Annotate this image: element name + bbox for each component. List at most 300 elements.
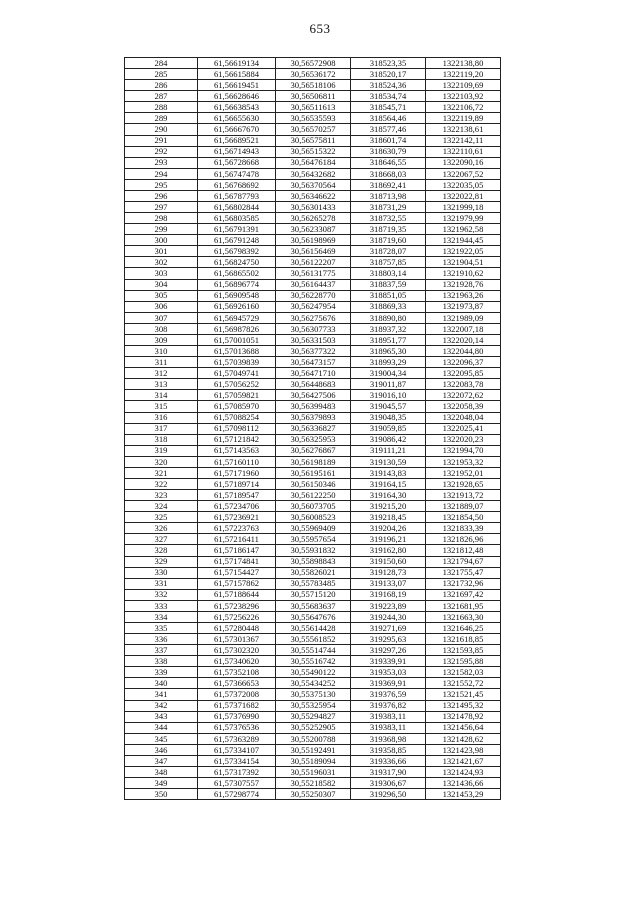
longitude-cell: 30,56198969 [276, 235, 351, 246]
y-coordinate-cell: 1322044,80 [426, 346, 501, 357]
latitude-cell: 61,57174841 [198, 556, 276, 567]
latitude-cell: 61,57298774 [198, 789, 276, 800]
table-row [125, 80, 501, 91]
longitude-cell: 30,56336827 [276, 423, 351, 434]
latitude-cell: 61,56714943 [198, 146, 276, 157]
longitude-cell: 30,55969409 [276, 523, 351, 534]
longitude-cell: 30,55375130 [276, 689, 351, 700]
point-number-cell: 285 [125, 69, 198, 80]
longitude-cell: 30,56233087 [276, 224, 351, 235]
table-row [125, 611, 501, 622]
coordinates-table [124, 57, 501, 800]
latitude-cell: 61,56619134 [198, 58, 276, 69]
x-coordinate-cell: 318993,29 [351, 357, 426, 368]
y-coordinate-cell: 1321962,58 [426, 224, 501, 235]
x-coordinate-cell: 319296,50 [351, 789, 426, 800]
point-number-cell: 320 [125, 456, 198, 467]
y-coordinate-cell: 1322072,62 [426, 390, 501, 401]
point-number-cell: 297 [125, 202, 198, 213]
point-number-cell: 303 [125, 268, 198, 279]
latitude-cell: 61,57001051 [198, 334, 276, 345]
y-coordinate-cell: 1321663,30 [426, 611, 501, 622]
longitude-cell: 30,56198189 [276, 456, 351, 467]
point-number-cell: 316 [125, 412, 198, 423]
longitude-cell: 30,55294827 [276, 711, 351, 722]
latitude-cell: 61,57013688 [198, 346, 276, 357]
point-number-cell: 348 [125, 767, 198, 778]
x-coordinate-cell: 318692,41 [351, 179, 426, 190]
table-row [125, 656, 501, 667]
point-number-cell: 292 [125, 146, 198, 157]
y-coordinate-cell: 1321595,88 [426, 656, 501, 667]
table-row [125, 478, 501, 489]
longitude-cell: 30,56511613 [276, 102, 351, 113]
y-coordinate-cell: 1322048,04 [426, 412, 501, 423]
table-row [125, 290, 501, 301]
y-coordinate-cell: 1321833,39 [426, 523, 501, 534]
table-row [125, 168, 501, 179]
table-row [125, 689, 501, 700]
x-coordinate-cell: 318890,80 [351, 312, 426, 323]
latitude-cell: 61,56655630 [198, 113, 276, 124]
longitude-cell: 30,56515322 [276, 146, 351, 157]
y-coordinate-cell: 1321826,96 [426, 534, 501, 545]
longitude-cell: 30,55683637 [276, 600, 351, 611]
y-coordinate-cell: 1322138,80 [426, 58, 501, 69]
point-number-cell: 318 [125, 434, 198, 445]
y-coordinate-cell: 1321794,67 [426, 556, 501, 567]
y-coordinate-cell: 1322035,05 [426, 179, 501, 190]
point-number-cell: 330 [125, 567, 198, 578]
longitude-cell: 30,56164437 [276, 279, 351, 290]
x-coordinate-cell: 318837,59 [351, 279, 426, 290]
y-coordinate-cell: 1322109,69 [426, 80, 501, 91]
longitude-cell: 30,55898843 [276, 556, 351, 567]
point-number-cell: 325 [125, 512, 198, 523]
point-number-cell: 349 [125, 778, 198, 789]
latitude-cell: 61,56619451 [198, 80, 276, 91]
table-row [125, 268, 501, 279]
x-coordinate-cell: 319244,30 [351, 611, 426, 622]
x-coordinate-cell: 318668,03 [351, 168, 426, 179]
point-number-cell: 338 [125, 656, 198, 667]
table-row [125, 622, 501, 633]
table-row [125, 523, 501, 534]
x-coordinate-cell: 319368,98 [351, 733, 426, 744]
x-coordinate-cell: 319086,42 [351, 434, 426, 445]
longitude-cell: 30,56448683 [276, 379, 351, 390]
y-coordinate-cell: 1322067,52 [426, 168, 501, 179]
table-row [125, 157, 501, 168]
point-number-cell: 284 [125, 58, 198, 69]
y-coordinate-cell: 1322020,23 [426, 434, 501, 445]
y-coordinate-cell: 1321423,98 [426, 744, 501, 755]
y-coordinate-cell: 1321953,32 [426, 456, 501, 467]
table-row [125, 589, 501, 600]
longitude-cell: 30,56572908 [276, 58, 351, 69]
table-row [125, 246, 501, 257]
table-row [125, 534, 501, 545]
longitude-cell: 30,56228770 [276, 290, 351, 301]
table-row [125, 412, 501, 423]
point-number-cell: 340 [125, 678, 198, 689]
latitude-cell: 61,57171960 [198, 467, 276, 478]
y-coordinate-cell: 1321812,48 [426, 545, 501, 556]
x-coordinate-cell: 319223,89 [351, 600, 426, 611]
table-row [125, 334, 501, 345]
y-coordinate-cell: 1322020,14 [426, 334, 501, 345]
latitude-cell: 61,57340620 [198, 656, 276, 667]
latitude-cell: 61,56615884 [198, 69, 276, 80]
point-number-cell: 344 [125, 722, 198, 733]
x-coordinate-cell: 319164,30 [351, 490, 426, 501]
y-coordinate-cell: 1321973,87 [426, 301, 501, 312]
longitude-cell: 30,55516742 [276, 656, 351, 667]
y-coordinate-cell: 1321428,62 [426, 733, 501, 744]
table-row [125, 567, 501, 578]
longitude-cell: 30,56473157 [276, 357, 351, 368]
longitude-cell: 30,56346622 [276, 190, 351, 201]
longitude-cell: 30,55783485 [276, 578, 351, 589]
longitude-cell: 30,56265278 [276, 213, 351, 224]
point-number-cell: 327 [125, 534, 198, 545]
longitude-cell: 30,55434252 [276, 678, 351, 689]
longitude-cell: 30,56247954 [276, 301, 351, 312]
table-row [125, 700, 501, 711]
longitude-cell: 30,56195161 [276, 467, 351, 478]
x-coordinate-cell: 319143,83 [351, 467, 426, 478]
point-number-cell: 304 [125, 279, 198, 290]
x-coordinate-cell: 318630,79 [351, 146, 426, 157]
y-coordinate-cell: 1322095,85 [426, 368, 501, 379]
y-coordinate-cell: 1322025,41 [426, 423, 501, 434]
latitude-cell: 61,57317392 [198, 767, 276, 778]
latitude-cell: 61,57302320 [198, 645, 276, 656]
table-row [125, 202, 501, 213]
x-coordinate-cell: 318577,46 [351, 124, 426, 135]
x-coordinate-cell: 319128,73 [351, 567, 426, 578]
y-coordinate-cell: 1321582,03 [426, 667, 501, 678]
y-coordinate-cell: 1321453,29 [426, 789, 501, 800]
point-number-cell: 343 [125, 711, 198, 722]
table-row [125, 379, 501, 390]
x-coordinate-cell: 319306,67 [351, 778, 426, 789]
y-coordinate-cell: 1322022,81 [426, 190, 501, 201]
point-number-cell: 298 [125, 213, 198, 224]
longitude-cell: 30,55826021 [276, 567, 351, 578]
longitude-cell: 30,56276867 [276, 445, 351, 456]
table-row [125, 146, 501, 157]
longitude-cell: 30,56506811 [276, 91, 351, 102]
table-row [125, 744, 501, 755]
table-row [125, 213, 501, 224]
table-row [125, 190, 501, 201]
point-number-cell: 328 [125, 545, 198, 556]
table-row [125, 778, 501, 789]
point-number-cell: 322 [125, 478, 198, 489]
table-row [125, 257, 501, 268]
point-number-cell: 288 [125, 102, 198, 113]
longitude-cell: 30,56536172 [276, 69, 351, 80]
point-number-cell: 310 [125, 346, 198, 357]
point-number-cell: 301 [125, 246, 198, 257]
x-coordinate-cell: 318937,32 [351, 323, 426, 334]
latitude-cell: 61,56689521 [198, 135, 276, 146]
y-coordinate-cell: 1321910,62 [426, 268, 501, 279]
point-number-cell: 314 [125, 390, 198, 401]
latitude-cell: 61,56791248 [198, 235, 276, 246]
x-coordinate-cell: 319164,15 [351, 478, 426, 489]
point-number-cell: 315 [125, 401, 198, 412]
longitude-cell: 30,56331503 [276, 334, 351, 345]
y-coordinate-cell: 1322083,78 [426, 379, 501, 390]
longitude-cell: 30,56432682 [276, 168, 351, 179]
latitude-cell: 61,56728668 [198, 157, 276, 168]
latitude-cell: 61,57307557 [198, 778, 276, 789]
latitude-cell: 61,57186147 [198, 545, 276, 556]
longitude-cell: 30,56476184 [276, 157, 351, 168]
latitude-cell: 61,57280448 [198, 622, 276, 633]
table-row [125, 556, 501, 567]
point-number-cell: 337 [125, 645, 198, 656]
point-number-cell: 335 [125, 622, 198, 633]
latitude-cell: 61,57143563 [198, 445, 276, 456]
longitude-cell: 30,56156469 [276, 246, 351, 257]
x-coordinate-cell: 319271,69 [351, 622, 426, 633]
table-row [125, 445, 501, 456]
longitude-cell: 30,55218582 [276, 778, 351, 789]
y-coordinate-cell: 1321999,18 [426, 202, 501, 213]
point-number-cell: 324 [125, 501, 198, 512]
table-row [125, 390, 501, 401]
x-coordinate-cell: 318520,17 [351, 69, 426, 80]
longitude-cell: 30,55514744 [276, 645, 351, 656]
point-number-cell: 300 [125, 235, 198, 246]
x-coordinate-cell: 319045,57 [351, 401, 426, 412]
point-number-cell: 312 [125, 368, 198, 379]
latitude-cell: 61,57372008 [198, 689, 276, 700]
longitude-cell: 30,56570257 [276, 124, 351, 135]
y-coordinate-cell: 1321681,95 [426, 600, 501, 611]
y-coordinate-cell: 1321963,26 [426, 290, 501, 301]
table-row [125, 434, 501, 445]
point-number-cell: 307 [125, 312, 198, 323]
latitude-cell: 61,56798392 [198, 246, 276, 257]
x-coordinate-cell: 318869,33 [351, 301, 426, 312]
latitude-cell: 61,56787793 [198, 190, 276, 201]
x-coordinate-cell: 318951,77 [351, 334, 426, 345]
longitude-cell: 30,56427506 [276, 390, 351, 401]
y-coordinate-cell: 1321994,70 [426, 445, 501, 456]
latitude-cell: 61,57059821 [198, 390, 276, 401]
table-row [125, 545, 501, 556]
y-coordinate-cell: 1322096,37 [426, 357, 501, 368]
x-coordinate-cell: 319376,82 [351, 700, 426, 711]
latitude-cell: 61,56747478 [198, 168, 276, 179]
table-row [125, 600, 501, 611]
point-number-cell: 333 [125, 600, 198, 611]
latitude-cell: 61,57236921 [198, 512, 276, 523]
table-row [125, 733, 501, 744]
y-coordinate-cell: 1322103,92 [426, 91, 501, 102]
longitude-cell: 30,56008523 [276, 512, 351, 523]
table-row [125, 512, 501, 523]
x-coordinate-cell: 319048,35 [351, 412, 426, 423]
y-coordinate-cell: 1321944,45 [426, 235, 501, 246]
y-coordinate-cell: 1322007,18 [426, 323, 501, 334]
y-coordinate-cell: 1321421,67 [426, 755, 501, 766]
longitude-cell: 30,56399483 [276, 401, 351, 412]
point-number-cell: 350 [125, 789, 198, 800]
longitude-cell: 30,56575811 [276, 135, 351, 146]
longitude-cell: 30,56122250 [276, 490, 351, 501]
latitude-cell: 61,57238296 [198, 600, 276, 611]
latitude-cell: 61,56667670 [198, 124, 276, 135]
longitude-cell: 30,55715120 [276, 589, 351, 600]
x-coordinate-cell: 318713,98 [351, 190, 426, 201]
table-row [125, 667, 501, 678]
longitude-cell: 30,56073705 [276, 501, 351, 512]
point-number-cell: 309 [125, 334, 198, 345]
longitude-cell: 30,56535593 [276, 113, 351, 124]
longitude-cell: 30,56307733 [276, 323, 351, 334]
latitude-cell: 61,57371682 [198, 700, 276, 711]
latitude-cell: 61,57049741 [198, 368, 276, 379]
table-row [125, 423, 501, 434]
y-coordinate-cell: 1321456,64 [426, 722, 501, 733]
longitude-cell: 30,55614428 [276, 622, 351, 633]
table-row [125, 312, 501, 323]
latitude-cell: 61,56628646 [198, 91, 276, 102]
y-coordinate-cell: 1321989,09 [426, 312, 501, 323]
y-coordinate-cell: 1321913,72 [426, 490, 501, 501]
point-number-cell: 293 [125, 157, 198, 168]
longitude-cell: 30,56370564 [276, 179, 351, 190]
x-coordinate-cell: 319383,11 [351, 711, 426, 722]
table-row [125, 789, 501, 800]
table-row [125, 490, 501, 501]
x-coordinate-cell: 319059,85 [351, 423, 426, 434]
latitude-cell: 61,57216411 [198, 534, 276, 545]
latitude-cell: 61,57256226 [198, 611, 276, 622]
y-coordinate-cell: 1321732,96 [426, 578, 501, 589]
y-coordinate-cell: 1321922,05 [426, 246, 501, 257]
x-coordinate-cell: 319369,91 [351, 678, 426, 689]
longitude-cell: 30,56131775 [276, 268, 351, 279]
table-row [125, 401, 501, 412]
latitude-cell: 61,57363289 [198, 733, 276, 744]
point-number-cell: 323 [125, 490, 198, 501]
table-row [125, 755, 501, 766]
x-coordinate-cell: 319339,91 [351, 656, 426, 667]
longitude-cell: 30,55200788 [276, 733, 351, 744]
y-coordinate-cell: 1321904,51 [426, 257, 501, 268]
y-coordinate-cell: 1321521,45 [426, 689, 501, 700]
latitude-cell: 61,56987826 [198, 323, 276, 334]
x-coordinate-cell: 319162,80 [351, 545, 426, 556]
y-coordinate-cell: 1321928,76 [426, 279, 501, 290]
y-coordinate-cell: 1321952,01 [426, 467, 501, 478]
table-row [125, 91, 501, 102]
latitude-cell: 61,56865502 [198, 268, 276, 279]
x-coordinate-cell: 319353,03 [351, 667, 426, 678]
latitude-cell: 61,57085970 [198, 401, 276, 412]
table-row [125, 124, 501, 135]
table-row [125, 323, 501, 334]
coordinates-table-body [125, 58, 501, 800]
x-coordinate-cell: 319336,66 [351, 755, 426, 766]
longitude-cell: 30,56122207 [276, 257, 351, 268]
latitude-cell: 61,57301367 [198, 634, 276, 645]
table-row [125, 368, 501, 379]
x-coordinate-cell: 319016,10 [351, 390, 426, 401]
point-number-cell: 326 [125, 523, 198, 534]
x-coordinate-cell: 318601,74 [351, 135, 426, 146]
point-number-cell: 346 [125, 744, 198, 755]
y-coordinate-cell: 1322138,61 [426, 124, 501, 135]
x-coordinate-cell: 319358,85 [351, 744, 426, 755]
latitude-cell: 61,57366653 [198, 678, 276, 689]
latitude-cell: 61,57223763 [198, 523, 276, 534]
table-row [125, 467, 501, 478]
latitude-cell: 61,57157862 [198, 578, 276, 589]
point-number-cell: 302 [125, 257, 198, 268]
longitude-cell: 30,55561852 [276, 634, 351, 645]
longitude-cell: 30,55189094 [276, 755, 351, 766]
latitude-cell: 61,56945729 [198, 312, 276, 323]
latitude-cell: 61,56926160 [198, 301, 276, 312]
point-number-cell: 299 [125, 224, 198, 235]
longitude-cell: 30,56518106 [276, 80, 351, 91]
y-coordinate-cell: 1322142,11 [426, 135, 501, 146]
longitude-cell: 30,55490122 [276, 667, 351, 678]
x-coordinate-cell: 319204,26 [351, 523, 426, 534]
y-coordinate-cell: 1321755,47 [426, 567, 501, 578]
x-coordinate-cell: 318545,71 [351, 102, 426, 113]
x-coordinate-cell: 319215,20 [351, 501, 426, 512]
x-coordinate-cell: 318757,85 [351, 257, 426, 268]
x-coordinate-cell: 318719,35 [351, 224, 426, 235]
x-coordinate-cell: 319004,34 [351, 368, 426, 379]
y-coordinate-cell: 1321424,93 [426, 767, 501, 778]
table-row [125, 645, 501, 656]
x-coordinate-cell: 318731,29 [351, 202, 426, 213]
table-row [125, 279, 501, 290]
x-coordinate-cell: 318728,07 [351, 246, 426, 257]
x-coordinate-cell: 319376,59 [351, 689, 426, 700]
y-coordinate-cell: 1322090,16 [426, 157, 501, 168]
latitude-cell: 61,57098112 [198, 423, 276, 434]
x-coordinate-cell: 318534,74 [351, 91, 426, 102]
point-number-cell: 290 [125, 124, 198, 135]
latitude-cell: 61,57160110 [198, 456, 276, 467]
table-row [125, 58, 501, 69]
point-number-cell: 294 [125, 168, 198, 179]
point-number-cell: 329 [125, 556, 198, 567]
y-coordinate-cell: 1322058,39 [426, 401, 501, 412]
latitude-cell: 61,57188644 [198, 589, 276, 600]
y-coordinate-cell: 1322110,61 [426, 146, 501, 157]
latitude-cell: 61,57334154 [198, 755, 276, 766]
latitude-cell: 61,57189714 [198, 478, 276, 489]
point-number-cell: 305 [125, 290, 198, 301]
point-number-cell: 331 [125, 578, 198, 589]
point-number-cell: 342 [125, 700, 198, 711]
latitude-cell: 61,57039839 [198, 357, 276, 368]
x-coordinate-cell: 318851,05 [351, 290, 426, 301]
x-coordinate-cell: 318646,55 [351, 157, 426, 168]
x-coordinate-cell: 319168,19 [351, 589, 426, 600]
